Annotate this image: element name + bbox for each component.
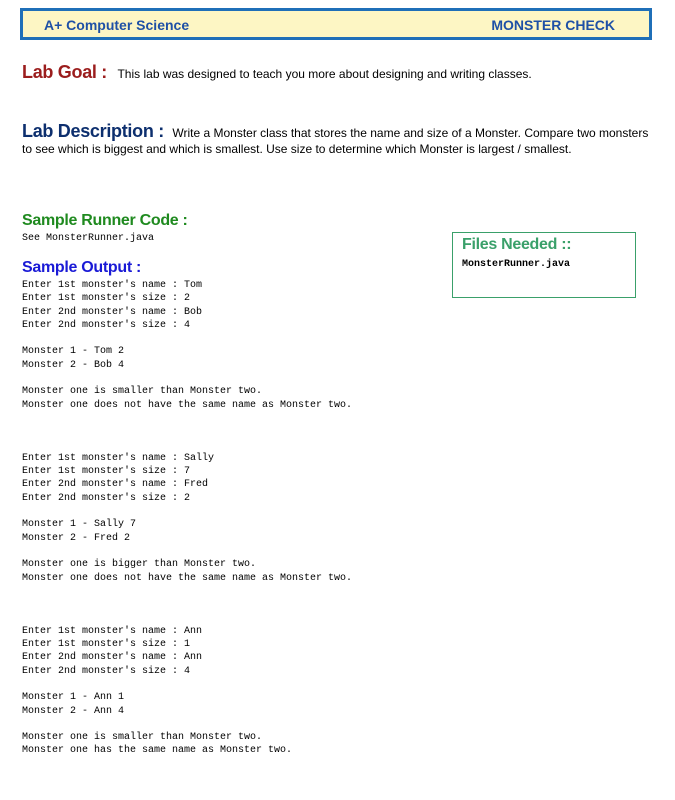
files-needed-file: MonsterRunner.java <box>462 259 571 270</box>
output-line: Monster 1 - Sally 7 <box>22 519 137 531</box>
lab-description-heading: Lab Description : <box>22 121 164 141</box>
output-line: Enter 2nd monster's size : 2 <box>22 492 191 504</box>
output-line <box>22 718 352 731</box>
output-line: Enter 2nd monster's size : 4 <box>22 319 191 331</box>
output-line: Enter 1st monster's size : 1 <box>22 639 191 651</box>
output-line: Enter 1st monster's size : 2 <box>22 293 191 305</box>
output-line <box>22 678 352 691</box>
sample-runner-text: See MonsterRunner.java <box>22 233 155 244</box>
output-line <box>22 372 352 385</box>
output-line <box>22 332 352 345</box>
output-line: Enter 2nd monster's name : Fred <box>22 479 209 491</box>
output-line: Monster 1 - Tom 2 <box>22 346 125 358</box>
output-line: Monster one is smaller than Monster two. <box>22 386 263 398</box>
output-line: Monster 2 - Fred 2 <box>22 532 131 544</box>
output-line: Monster one does not have the same name as Monster two. <box>22 572 353 584</box>
header-banner <box>20 8 652 40</box>
lab-goal-section <box>22 62 652 83</box>
files-needed-heading: Files Needed :: <box>462 236 572 253</box>
output-line: Monster 1 - Ann 1 <box>22 692 125 704</box>
output-line: Monster 2 - Bob 4 <box>22 359 125 371</box>
output-line: Monster one has the same name as Monster two. <box>22 745 293 757</box>
lab-description-section <box>22 120 652 156</box>
output-line <box>22 439 352 452</box>
output-line <box>22 545 352 558</box>
course-title: A+ Computer Science <box>44 17 190 33</box>
output-line: Enter 2nd monster's name : Bob <box>22 306 203 318</box>
output-line: Monster one is smaller than Monster two. <box>22 732 263 744</box>
output-line: Monster one does not have the same name as Monster two. <box>22 399 353 411</box>
output-line <box>22 585 352 598</box>
sample-runner-heading: Sample Runner Code : <box>22 212 188 229</box>
sample-output-block <box>22 279 352 758</box>
output-line: Enter 1st monster's size : 7 <box>22 466 191 478</box>
output-line <box>22 412 352 425</box>
lab-goal-heading: Lab Goal : <box>22 62 108 82</box>
output-line: Enter 1st monster's name : Ann <box>22 625 203 637</box>
lab-description-text: Write a Monster class that stores the name and size of a Monster. Compare two monsters to see which is biggest and which is smallest. Use size to determine which Monster is largest / smallest. <box>22 126 649 156</box>
lab-title: MONSTER CHECK <box>491 17 615 33</box>
output-line: Enter 1st monster's name : Tom <box>22 280 203 291</box>
lab-goal-text: This lab was designed to teach you more about designing and writing classes. <box>117 67 532 81</box>
output-line: Monster 2 - Ann 4 <box>22 705 125 717</box>
output-line: Enter 2nd monster's name : Ann <box>22 652 203 664</box>
files-needed-box <box>452 232 636 298</box>
sample-output-heading: Sample Output : <box>22 259 142 276</box>
output-line <box>22 505 352 518</box>
output-line: Enter 2nd monster's size : 4 <box>22 665 191 677</box>
output-line: Monster one is bigger than Monster two. <box>22 559 257 571</box>
output-line: Enter 1st monster's name : Sally <box>22 452 215 464</box>
output-line <box>22 611 352 624</box>
output-line <box>22 425 352 438</box>
output-line <box>22 598 352 611</box>
